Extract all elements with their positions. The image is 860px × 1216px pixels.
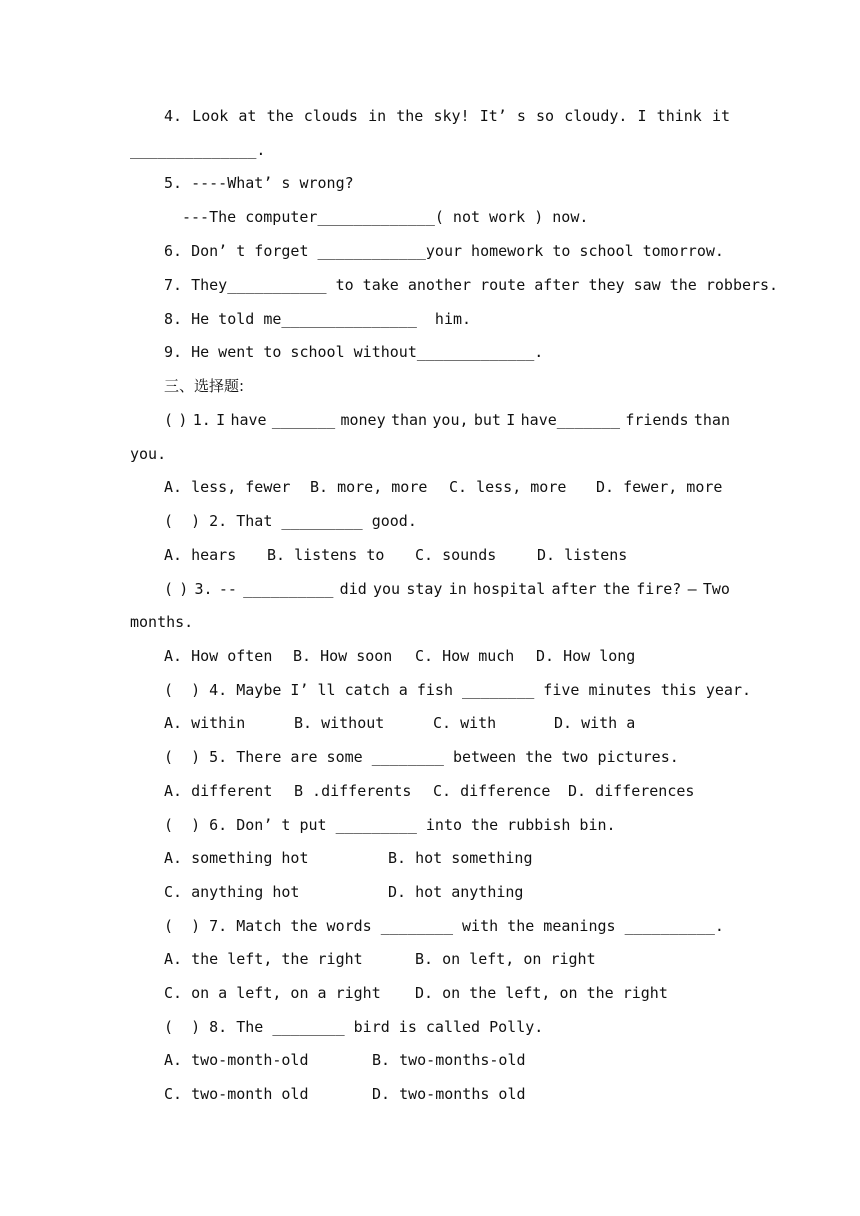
mc-question-3-options [164,646,730,666]
option-d: D. two-months old [372,1085,526,1103]
word: you [373,580,401,598]
fill-question-4-line2: ______________. [130,141,266,159]
fill-question-7: 7. They___________ to take another route after they saw the robbers. [164,276,779,294]
option-b: B. on left, on right [415,950,596,968]
option-d: D. listens [537,546,628,564]
fill-question-6: 6. Don’ t forget ____________your homework to school tomorrow. [164,242,724,260]
mc-question-1-line1 [164,410,730,430]
fill-question-9: 9. He went to school without_____________. [164,343,544,361]
word: It’ [479,107,507,125]
option-a: A. the left, the right [164,950,363,968]
word: than [390,411,428,429]
word: ) [178,411,188,429]
word: I [216,411,226,429]
word: have_______ [520,411,620,429]
option-d: D. How long [536,647,636,665]
option-c: C. less, more [449,478,567,496]
word: 4. [164,107,183,125]
mc-question-8-options-row1 [164,1050,730,1070]
fill-question-5-line2: ---The computer_____________( not work ) now. [182,208,589,226]
option-a: A. less, fewer [164,478,291,496]
word: __________ [243,580,334,598]
word: stay [406,580,443,598]
word: it [711,107,730,125]
option-b: B .differents [294,782,412,800]
option-d: D. with a [554,714,636,732]
fill-question-4-line1 [164,106,730,126]
option-a: A. How often [164,647,273,665]
word: the [266,107,294,125]
word: the [396,107,424,125]
word: so [536,107,555,125]
word: after [551,580,597,598]
word: think [656,107,702,125]
fill-question-8: 8. He told me_______________ him. [164,310,472,328]
word: _______ [271,411,336,429]
option-c: C. difference [433,782,551,800]
option-c: C. on a left, on a right [164,984,381,1002]
mc-question-2: ( ) 2. That _________ good. [164,512,417,530]
mc-question-2-options [164,545,730,565]
option-d: D. on the left, on the right [415,984,668,1002]
word: ) [179,580,189,598]
word: s [516,107,526,125]
word: in [368,107,387,125]
word: in [448,580,467,598]
option-a: A. within [164,714,246,732]
mc-question-6-options-row1 [164,848,730,868]
word: the [602,580,630,598]
option-a: A. something hot [164,849,309,867]
mc-question-1-line2: you. [130,445,167,463]
word: sky! [433,107,470,125]
mc-question-4-options [164,713,730,733]
option-b: B. without [294,714,385,732]
mc-question-7: ( ) 7. Match the words ________ with the meanings __________. [164,917,724,935]
mc-question-3-line1 [164,579,730,599]
mc-question-8: ( ) 8. The ________ bird is called Polly. [164,1018,544,1036]
word: hospital [472,580,546,598]
option-c: C. anything hot [164,883,300,901]
word: Two [702,580,730,598]
word: you, [432,411,469,429]
option-c: C. two-month old [164,1085,309,1103]
option-b: B. listens to [267,546,385,564]
word: have [230,411,267,429]
mc-question-3-line2: months. [130,613,194,631]
option-b: B. more, more [310,478,428,496]
word: I [637,107,647,125]
mc-question-1-options [164,477,730,497]
word: cloudy. [564,107,628,125]
mc-question-4: ( ) 4. Maybe I’ ll catch a fish ________ five minutes this year. [164,681,751,699]
word: fire? [636,580,682,598]
word: money [340,411,386,429]
mc-question-8-options-row2 [164,1084,730,1104]
mc-question-6-options-row2 [164,882,730,902]
word: Look [192,107,229,125]
section-title: 三、选择题: [164,377,245,395]
word: at [238,107,257,125]
option-b: B. How soon [293,647,393,665]
option-c: C. sounds [415,546,497,564]
option-a: A. hears [164,546,237,564]
word: but [473,411,501,429]
mc-question-7-options-row2 [164,983,730,1003]
word: than [693,411,730,429]
word: I [506,411,516,429]
option-c: C. How much [415,647,515,665]
option-a: A. two-month-old [164,1051,309,1069]
mc-question-5: ( ) 5. There are some ________ between the two pictures. [164,748,679,766]
word: – [687,580,697,598]
mc-question-6: ( ) 6. Don’ t put _________ into the rubbish bin. [164,816,616,834]
word: did [339,580,367,598]
option-c: C. with [433,714,497,732]
option-d: D. hot anything [388,883,524,901]
option-d: D. fewer, more [596,478,723,496]
word: clouds [303,107,358,125]
word: 1. [192,411,211,429]
option-d: D. differences [568,782,695,800]
word: friends [625,411,689,429]
word: 3. [194,580,213,598]
option-a: A. different [164,782,273,800]
fill-question-5-line1: 5. ----What’ s wrong? [164,174,354,192]
mc-question-5-options [164,781,730,801]
mc-question-7-options-row1 [164,949,730,969]
word: ( [164,411,174,429]
word: -- [218,580,237,598]
word: ( [164,580,174,598]
option-b: B. two-months-old [372,1051,526,1069]
option-b: B. hot something [388,849,533,867]
